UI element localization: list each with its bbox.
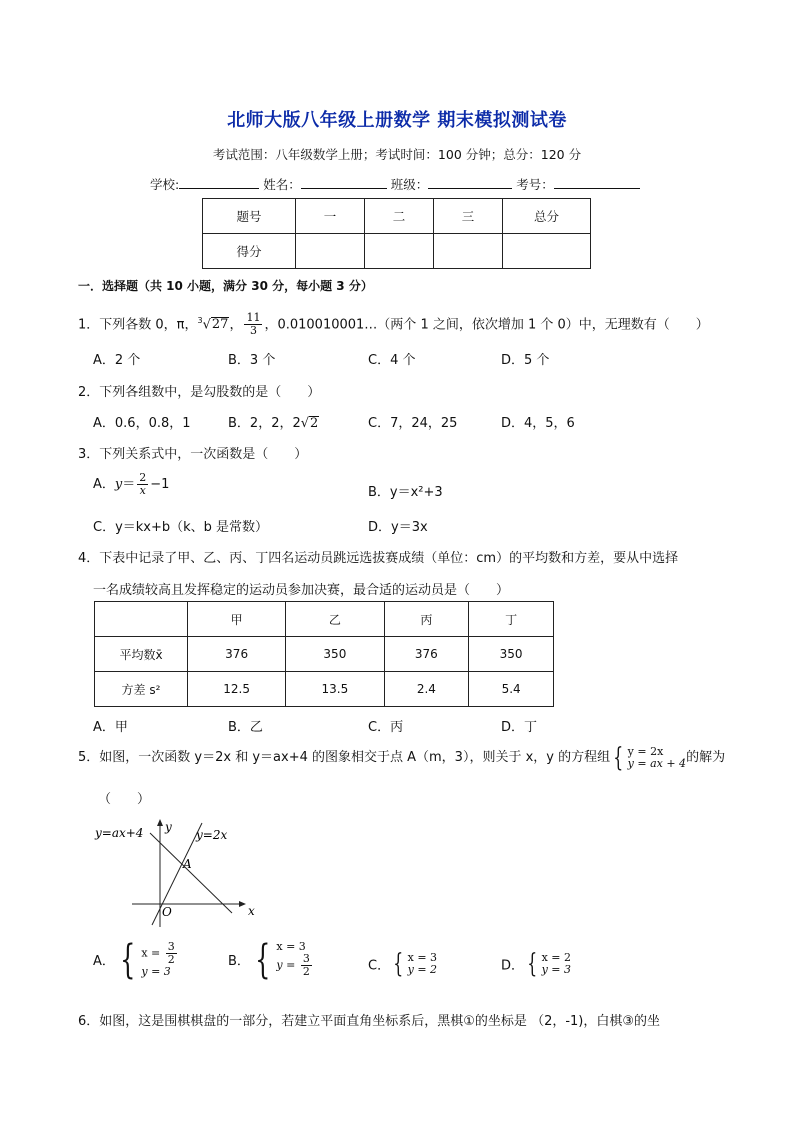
system-rows: [542, 952, 571, 976]
student-info-line: [150, 175, 640, 193]
brace-icon: {: [613, 742, 624, 773]
question-text: 下表中记录了甲、乙、丙、丁四名运动员跳远选拔赛成绩（单位：cm）的平均数和方差，要从中选择: [99, 551, 679, 566]
table-cell: 乙: [286, 602, 384, 637]
table-cell: 376: [384, 637, 469, 672]
system-rows: [408, 952, 437, 976]
system-row: x = 3: [407, 951, 438, 964]
option-c[interactable]: [368, 951, 437, 977]
table-cell: 2.4: [384, 672, 469, 707]
fraction: [166, 941, 177, 966]
row-lhs: x =: [141, 946, 164, 960]
option-letter: B．: [228, 954, 250, 969]
option-c[interactable]: C．4 个: [368, 353, 416, 368]
option-text: B．2，2，2: [228, 416, 301, 431]
option-letter: D．: [501, 958, 525, 974]
table-cell: 350: [469, 637, 554, 672]
question-number: 5．: [78, 750, 100, 765]
radical-sign: √: [202, 317, 211, 333]
class-blank: [428, 176, 512, 189]
option-d[interactable]: [501, 951, 571, 977]
equation-system: [524, 951, 571, 977]
math-tail: −1: [150, 477, 170, 492]
math-op: ＝: [122, 477, 136, 492]
system-row: [141, 941, 178, 966]
system-row: x = 3: [276, 940, 306, 953]
option-a[interactable]: [93, 470, 169, 500]
option-d[interactable]: D．丁: [501, 720, 538, 735]
option-c[interactable]: C．7，24，25: [368, 416, 458, 431]
fraction-denominator: 2: [302, 965, 310, 978]
question-4-line1: [78, 547, 678, 566]
radicand: 27: [211, 317, 229, 333]
question-number: 3．: [78, 447, 100, 462]
brace-icon: {: [527, 949, 538, 979]
table-cell: 12.5: [188, 672, 286, 707]
score-blank-cell[interactable]: [365, 234, 434, 269]
fraction-numerator: 11: [246, 311, 261, 325]
fraction-numerator: 3: [167, 940, 175, 953]
radical-sign: √: [300, 416, 310, 431]
option-b[interactable]: [228, 412, 319, 431]
question-text: 如图，这是围棋棋盘的一部分，若建立平面直角坐标系后，黑棋①的坐标是 （2，-1)，白棋③的坐: [99, 1014, 661, 1029]
table-cell: 方差 s²: [95, 672, 188, 707]
name-label: 姓名：: [263, 177, 301, 192]
table-cell: [95, 602, 188, 637]
fraction: [301, 953, 312, 978]
score-blank-cell[interactable]: [503, 234, 591, 269]
option-a[interactable]: A．0.6，0.8，1: [93, 416, 191, 431]
page-title: 北师大版八年级上册数学 期末模拟测试卷: [227, 110, 567, 131]
system-row: x = 2: [541, 951, 571, 964]
system-row: y = 3: [141, 965, 171, 978]
name-blank: [301, 176, 387, 189]
table-row: [95, 637, 554, 672]
score-blank-cell[interactable]: [434, 234, 503, 269]
table-cell: 甲: [188, 602, 286, 637]
table-row: [203, 199, 591, 234]
table-cell: 二: [365, 199, 434, 234]
brace-icon: {: [119, 936, 136, 983]
table-cell: 350: [286, 637, 384, 672]
question-text: 下列关系式中，一次函数是（ ）: [99, 447, 308, 462]
label-y: y: [165, 820, 172, 834]
y-axis-arrow-icon: [157, 819, 163, 826]
table-cell: 5.4: [469, 672, 554, 707]
table-cell: 丁: [469, 602, 554, 637]
option-c[interactable]: C．丙: [368, 720, 404, 735]
option-letter: C．: [368, 958, 391, 974]
option-d[interactable]: D．5 个: [501, 353, 550, 368]
class-label: 班级：: [390, 177, 429, 192]
label-x: x: [248, 904, 255, 918]
section-heading: 一．选择题（共 10 小题，满分 30 分，每小题 3 分）: [78, 279, 373, 293]
table-cell: 丙: [384, 602, 469, 637]
table-cell: 总分: [503, 199, 591, 234]
question-text: 如图，一次函数 y＝2x 和 y＝ax+4 的图象相交于点 A（m，3），则关于 x，y 的方程组: [99, 750, 611, 765]
question-text: 下列各数 0，π，: [99, 317, 198, 333]
table-cell: 题号: [203, 199, 296, 234]
table-cell: 13.5: [286, 672, 384, 707]
score-table: [202, 198, 591, 269]
table-row: [203, 234, 591, 269]
root-index: 3: [197, 316, 203, 325]
table-cell: 三: [434, 199, 503, 234]
question-number: 1．: [78, 317, 100, 333]
fraction-numerator: 2: [139, 471, 147, 484]
fraction: [244, 312, 262, 337]
equation-system: [390, 951, 437, 977]
fraction: [137, 472, 148, 497]
question-4-line2: 一名成绩较高且发挥稳定的运动员参加决赛，最合适的运动员是（ ）: [93, 583, 510, 598]
math-var: y: [114, 477, 123, 492]
system-rows: [276, 941, 313, 978]
option-d[interactable]: D．4，5，6: [501, 416, 575, 431]
school-label: 学校:: [150, 177, 180, 192]
option-a[interactable]: A．2 个: [93, 353, 141, 368]
brace-icon: {: [393, 949, 404, 979]
brace-icon: {: [255, 936, 271, 983]
option-b[interactable]: B．y＝x²+3: [368, 485, 443, 500]
question-number: 6．: [78, 1014, 100, 1029]
table-cell: 得分: [203, 234, 296, 269]
option-a[interactable]: A．甲: [93, 720, 128, 735]
question-number: 4．: [78, 551, 100, 566]
system-row: [276, 953, 313, 978]
fraction-denominator: x: [139, 484, 146, 497]
system-row: y = 2x: [627, 744, 664, 758]
option-c[interactable]: C．y＝kx+b（k、b 是常数）: [93, 520, 269, 535]
system-row: y = ax + 4: [627, 756, 687, 770]
equation-system: [250, 936, 314, 983]
row-lhs: y =: [276, 958, 299, 972]
fraction-denominator: 2: [167, 953, 175, 966]
fraction-numerator: 3: [302, 952, 310, 965]
exam-subtitle: 考试范围：八年级数学上册；考试时间：100 分钟；总分：120 分: [212, 147, 582, 162]
function-graph: [92, 815, 267, 930]
x-axis-arrow-icon: [239, 901, 246, 907]
question-1: 1．下列各数 0，π，$^3$√27， $\frac{11}{3}$ ，0.010010001…（两个 1 之间，依次增加 1 个 0）中，无理数有（ ）: [78, 311, 709, 338]
option-b[interactable]: B．乙: [228, 720, 263, 735]
fraction-denominator: 3: [249, 324, 257, 338]
question-6: [78, 1010, 660, 1029]
option-letter: A．: [93, 954, 115, 969]
label-line-ax4: y=ax+4: [95, 826, 144, 840]
option-b[interactable]: [228, 936, 314, 983]
equation-system: [115, 936, 179, 983]
question-5: [78, 744, 725, 772]
table-cell: 376: [188, 637, 286, 672]
option-b[interactable]: B．3 个: [228, 353, 276, 368]
table-row: [95, 602, 554, 637]
system-row: y = 2: [407, 963, 438, 976]
system-rows: [628, 746, 686, 770]
table-cell: 一: [296, 199, 365, 234]
radicand: 2: [310, 416, 319, 431]
question-3: [78, 443, 307, 462]
question-2: [78, 381, 320, 400]
question-text: 下列各组数中，是勾股数的是（ ）: [99, 385, 321, 400]
exam-no-blank: [554, 176, 640, 189]
label-point-a: A: [183, 857, 192, 871]
table-row: [95, 672, 554, 707]
question-text: 的解为: [686, 750, 726, 765]
label-line-2x: y=2x: [196, 828, 228, 842]
option-letter: A．: [93, 477, 115, 492]
question-text: ，0.010010001…（两个 1 之间，依次增加 1 个 0）中，无理数有（ ）: [264, 317, 709, 333]
option-d[interactable]: D．y＝3x: [368, 520, 428, 535]
school-blank: [179, 176, 259, 189]
exam-no-label: 考号：: [516, 177, 554, 192]
athlete-table: [94, 601, 554, 707]
equation-system: [610, 742, 687, 773]
system-rows: [141, 941, 178, 978]
system-row: y = 3: [541, 963, 571, 976]
question-number: 2．: [78, 385, 100, 400]
score-blank-cell[interactable]: [296, 234, 365, 269]
label-origin: O: [162, 905, 172, 919]
answer-paren: （ ）: [98, 792, 151, 807]
option-a[interactable]: [93, 936, 179, 983]
table-cell: 平均数x̄: [95, 637, 188, 672]
